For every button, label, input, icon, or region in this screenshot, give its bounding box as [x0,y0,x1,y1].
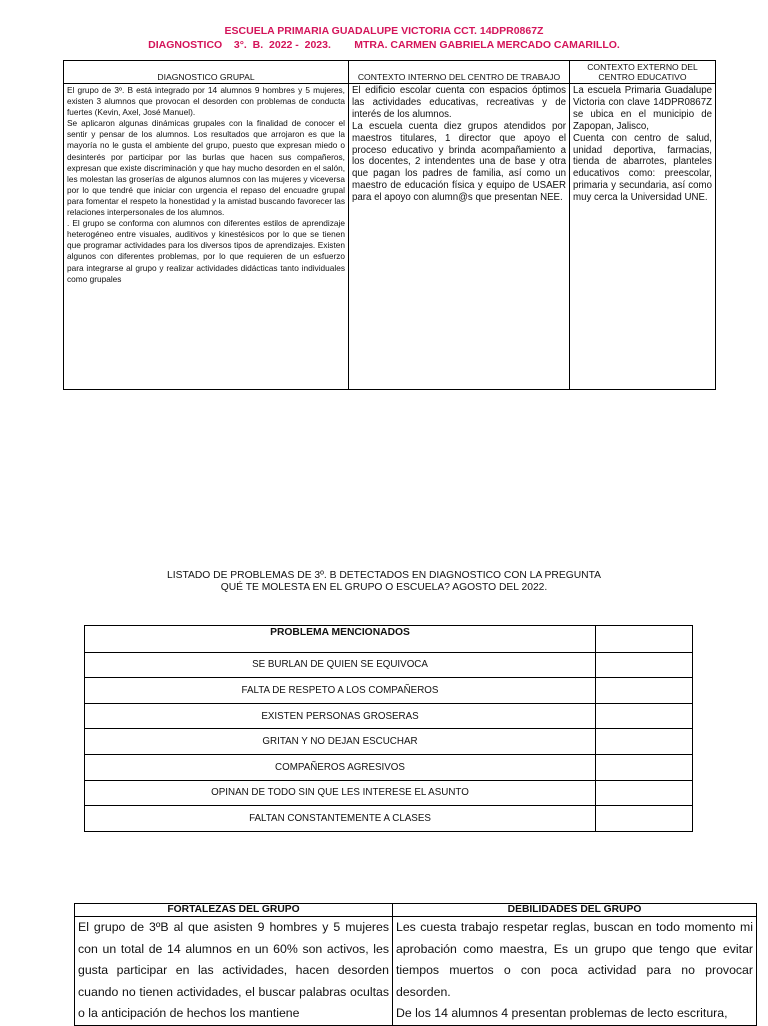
header-diagnostico-grupal: DIAGNOSTICO GRUPAL [64,61,349,84]
interno-paragraph: El edificio escolar cuenta con espacios óptimos las actividades educativas, recreativas y de interés de los alumnos. [352,85,566,120]
table-row [85,652,693,678]
school-title: ESCUELA PRIMARIA GUADALUPE VICTORIA CCT. 14DPR0867Z [224,25,544,37]
empty-cell [596,754,693,780]
header-contexto-externo: CONTEXTO EXTERNO DEL CENTRO EDUCATIVO [570,61,716,84]
problems-title-line: LISTADO DE PROBLEMAS DE 3º. B DETECTADOS EN DIAGNOSTICO CON LA PREGUNTA [166,570,602,581]
cell-contexto-externo [570,84,716,390]
table-row [85,626,693,653]
fortalezas-paragraph: El grupo de 3ºB al que asisten 9 hombres y 5 mujeres con un total de 14 alumnos en un 60% son activos, les gusta participar en las actividades, hacen desorden cuando no tienen actividades, el buscar palabras ocultas o la anticipación de hechos los mantiene [78,920,389,1020]
diagnostic-table [63,60,716,390]
table-row [85,806,693,832]
problem-item: FALTAN CONSTANTEMENTE A CLASES [85,806,596,832]
externo-paragraph: Cuenta con centro de salud, unidad deportiva, farmacias, tienda de abarrotes, planteles educativos como: preescolar, primaria y secundaria, así como muy cerca la Universidad UNE. [573,132,712,204]
problem-item: FALTA DE RESPETO A LOS COMPAÑEROS [85,678,596,704]
header-fortalezas: FORTALEZAS DEL GRUPO [75,904,393,917]
strengths-weaknesses-table [74,903,757,1026]
empty-cell [596,703,693,729]
table-row [85,729,693,755]
empty-cell [596,626,693,653]
externo-paragraph: La escuela Primaria Guadalupe Victoria con clave 14DPR0867Z se ubica en el municipio de Zapopan, Jalisco, [573,85,712,132]
cell-diagnostico-grupal [64,84,349,390]
header-debilidades: DEBILIDADES DEL GRUPO [393,904,757,917]
problem-item: OPINAN DE TODO SIN QUE LES INTERESE EL ASUNTO [85,780,596,806]
grupal-paragraph: Se aplicaron algunas dinámicas grupales con la finalidad de conocer el sentir y pensar de los alumnos. Los resultados que arrojaron es que la mayoría no le gusta el ambiente del grupo, puesto que expresan miedo o desinterés por participar por las burlas que hacen sus compañeros, expresan que existe discriminación y que hay mucho desorden en el salón, les molestan las groserías de algunos alumnos con las mujeres y viceversa por lo que tendré que iniciar con urgencia el repaso del encuadre grupal para fomentar el respeto la honestidad y la amistad buscando favorecer las relaciones interpersonales de los alumnos. [67,118,345,218]
table-row [85,754,693,780]
cell-fortalezas [75,917,393,1026]
table-row [85,703,693,729]
problem-item: EXISTEN PERSONAS GROSERAS [85,703,596,729]
debilidades-paragraph: De los 14 alumnos 4 presentan problemas de lecto escritura, [396,1006,728,1020]
problems-header: PROBLEMA MENCIONADOS [85,626,596,653]
cell-contexto-interno [349,84,570,390]
table-row [85,678,693,704]
problem-item: SE BURLAN DE QUIEN SE EQUIVOCA [85,652,596,678]
table-row [85,780,693,806]
problems-table [84,625,693,832]
empty-cell [596,729,693,755]
problem-item: COMPAÑEROS AGRESIVOS [85,754,596,780]
empty-cell [596,780,693,806]
empty-cell [596,652,693,678]
grupal-paragraph: El grupo de 3º. B está integrado por 14 alumnos 9 hombres y 5 mujeres, existen 3 alumnos que provocan el desorden con problemas de conducta fuertes (Kevin, Axel, José Manuel). [67,85,345,118]
problems-title-line: QUÉ TE MOLESTA EN EL GRUPO O ESCUELA? AGOSTO DEL 2022. [220,582,548,593]
empty-cell [596,678,693,704]
empty-cell [596,806,693,832]
grupal-paragraph: . El grupo se conforma con alumnos con diferentes estilos de aprendizaje heterogéneo entre visuales, auditivos y kinestésicos por lo que se tienen que programar actividades para los diversos tipos de aprendizajes. Existen algunos con diferentes problemas, por lo que requieren de un esfuerzo para integrarse al grupo y realizar actividades didácticas tanto individuales como grupales [67,218,345,284]
document-header [0,24,768,52]
cell-debilidades [393,917,757,1026]
interno-paragraph: La escuela cuenta diez grupos atendidos por maestros titulares, 1 director que apoyo el proceso educativo y brinda acompañamiento a los docentes, 2 intendentes una de base y otra que pagan los padres de familia, así como un maestro de educación física y equipo de USAER para el apoyo con alumn@s que presentan NEE. [352,120,566,204]
header-contexto-interno: CONTEXTO INTERNO DEL CENTRO DE TRABAJO [349,61,570,84]
debilidades-paragraph: Les cuesta trabajo respetar reglas, buscan en todo momento mi aprobación como maestra, Es un grupo que tengo que evitar tiempos muertos o con poca actividad para no provocar desorden. [396,920,753,999]
problem-item: GRITAN Y NO DEJAN ESCUCHAR [85,729,596,755]
problems-list-title [0,570,768,594]
diagnostic-subtitle: DIAGNOSTICO 3°. B. 2022 - 2023. MTRA. CARMEN GABRIELA MERCADO CAMARILLO. [148,39,620,51]
